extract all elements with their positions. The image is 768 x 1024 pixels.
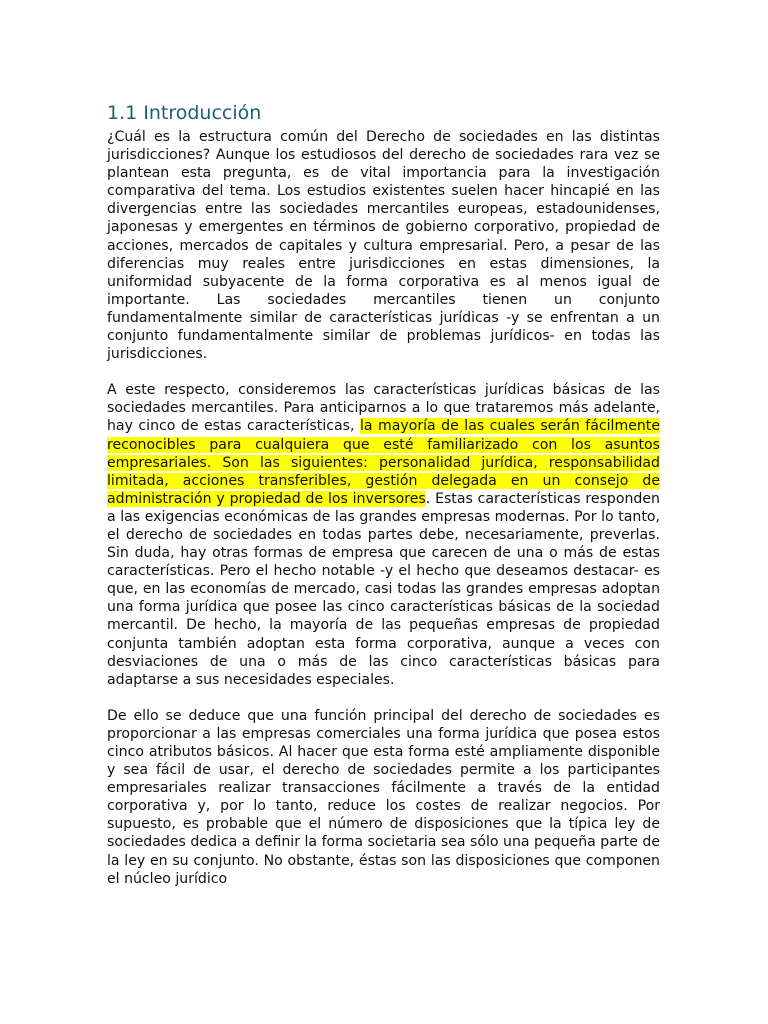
paragraph-2-text-start: A este respecto, consideremos las características jurídicas básicas de las sociedades mercantiles. Para anticiparnos a lo que trataremos más adelante, hay cinco de estas características, — [107, 382, 660, 435]
paragraph-1 — [107, 128, 660, 363]
paragraph-2-text-end: . Estas características responden a las exigencias económicas de las grandes empresas modernas. Por lo tanto, el derecho de sociedades en todas partes debe, necesariamente, preverlas. Sin duda, hay otras formas de empresa que carecen de una o más de estas características. Pero el hecho notable -y el hecho que deseamos destacar- es que, en las economías de mercado, casi todas las grandes empresas adoptan una forma jurídica que posee las cinco características básicas de la sociedad mercantil. De hecho, la mayoría de las pequeñas empresas de propiedad conjunta también adoptan esta forma corporativa, aunque a veces con desviaciones de una o más de las cinco características básicas para adaptarse a sus necesidades especiales. — [107, 490, 660, 688]
paragraph-3-text: De ello se deduce que una función principal del derecho de sociedades es proporcionar a las empresas comerciales una forma jurídica que posea estos cinco atributos básicos. Al hacer que esta forma esté ampliamente disponible y sea fácil de usar, el derecho de sociedades permite a los participantes empresariales realizar transacciones fácilmente a través de la entidad corporativa y, por lo tanto, reduce los costes de realizar negocios. Por supuesto, es probable que el número de disposiciones que la típica ley de sociedades dedica a definir la forma societaria sea sólo una pequeña parte de la ley en su conjunto. No obstante, éstas son las disposiciones que componen el núcleo jurídico — [107, 707, 660, 887]
highlighted-text: la mayoría de las cuales serán fácilmente reconocibles para cualquiera que esté familiarizado con los asuntos empresariales. Son las siguientes: personalidad jurídica, responsabilidad limitada, acciones transferibles, gestión delegada en un consejo de administración y propiedad de los inversores — [107, 418, 660, 507]
paragraph-2 — [107, 381, 660, 689]
section-heading: 1.1 Introducción — [107, 102, 262, 124]
paragraph-1-text: ¿Cuál es la estructura común del Derecho de sociedades en las distintas jurisdicciones? Aunque los estudiosos del derecho de sociedades rara vez se plantean esta pregunta, es de vital importancia para la investigación comparativa del tema. Los estudios existentes suelen hacer hincapié en las divergencias entre las sociedades mercantiles europeas, estadounidenses, japonesas y emergentes en términos de gobierno corporativo, propiedad de acciones, mercados de capitales y cultura empresarial. Pero, a pesar de las diferencias muy reales entre jurisdicciones en estas dimensiones, la uniformidad subyacente de la forma corporativa es al menos igual de importante. Las sociedades mercantiles tienen un conjunto fundamentalmente similar de características jurídicas -y se enfrentan a un conjunto fundamentalmente similar de problemas jurídicos- en todas las jurisdicciones. — [107, 129, 660, 363]
document-page — [107, 100, 660, 888]
paragraph-3 — [107, 707, 660, 888]
